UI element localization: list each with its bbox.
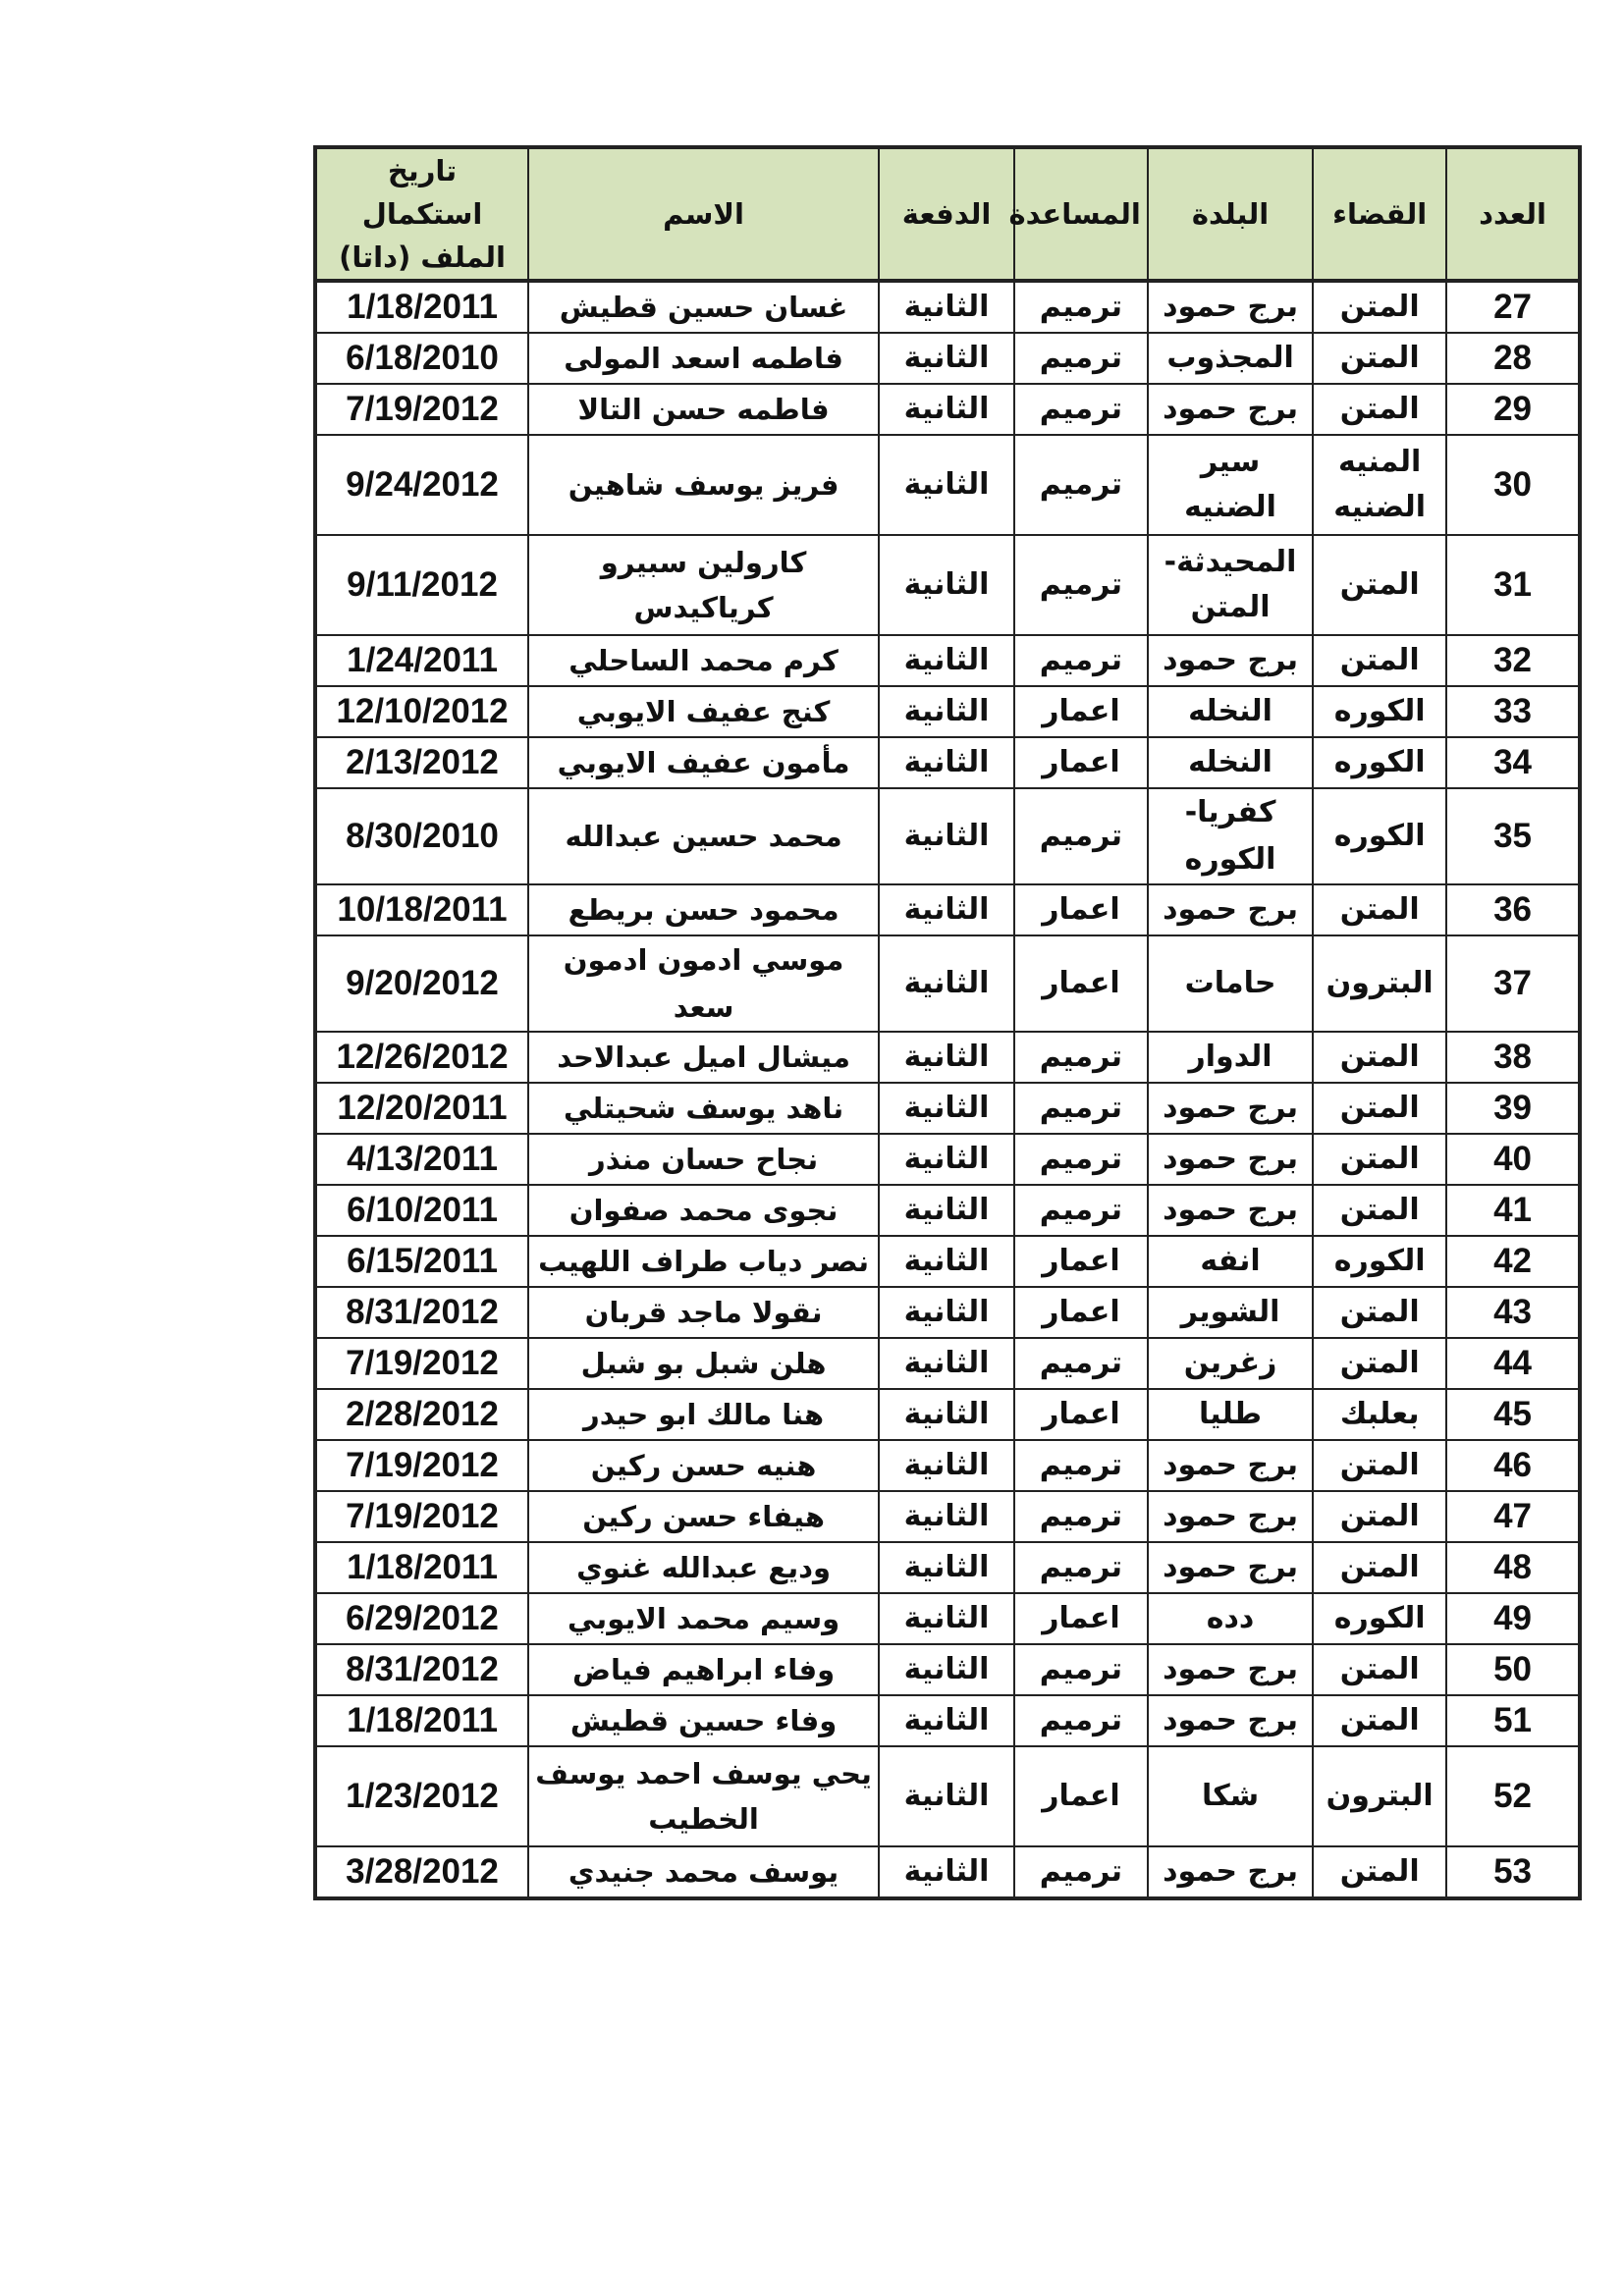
cell-date: 8/31/2012 [315, 1287, 528, 1338]
cell-assistance: اعمار [1014, 935, 1148, 1032]
cell-date: 3/28/2012 [315, 1846, 528, 1898]
cell-batch: الثانية [879, 884, 1014, 935]
cell-district: المتن [1313, 1542, 1446, 1593]
table-row [315, 635, 1580, 686]
header-number: العدد [1446, 147, 1580, 281]
table-row [315, 1846, 1580, 1898]
cell-batch: الثانية [879, 384, 1014, 435]
cell-town: انفه [1148, 1236, 1313, 1287]
cell-number: 52 [1446, 1746, 1580, 1846]
cell-number: 43 [1446, 1287, 1580, 1338]
cell-assistance: اعمار [1014, 884, 1148, 935]
cell-date: 8/31/2012 [315, 1644, 528, 1695]
cell-date: 12/10/2012 [315, 686, 528, 737]
header-assistance: المساعدة [1014, 147, 1148, 281]
cell-date: 2/28/2012 [315, 1389, 528, 1440]
cell-assistance: اعمار [1014, 1593, 1148, 1644]
cell-number: 40 [1446, 1134, 1580, 1185]
table-row [315, 1389, 1580, 1440]
cell-district: المتن [1313, 1287, 1446, 1338]
data-sheet [313, 145, 1582, 1900]
cell-assistance: ترميم [1014, 281, 1148, 333]
cell-town: برج حمود [1148, 1440, 1313, 1491]
cell-assistance: اعمار [1014, 1287, 1148, 1338]
cell-name: محمود حسن بريطع [528, 884, 879, 935]
cell-town: برج حمود [1148, 281, 1313, 333]
header-date: تاريخ استكمال الملف (داتا) [315, 147, 528, 281]
cell-name: وسيم محمد الايوبي [528, 1593, 879, 1644]
cell-number: 31 [1446, 535, 1580, 635]
table-row [315, 1440, 1580, 1491]
cell-batch: الثانية [879, 1032, 1014, 1083]
cell-batch: الثانية [879, 1236, 1014, 1287]
cell-batch: الثانية [879, 535, 1014, 635]
table-row [315, 1491, 1580, 1542]
cell-date: 4/13/2011 [315, 1134, 528, 1185]
cell-district: الكوره [1313, 737, 1446, 788]
cell-batch: الثانية [879, 1338, 1014, 1389]
cell-batch: الثانية [879, 1083, 1014, 1134]
cell-assistance: ترميم [1014, 384, 1148, 435]
cell-assistance: اعمار [1014, 1236, 1148, 1287]
cell-town: النخله [1148, 686, 1313, 737]
cell-town: الشوير [1148, 1287, 1313, 1338]
cell-number: 53 [1446, 1846, 1580, 1898]
cell-name: هيفاء حسن ركين [528, 1491, 879, 1542]
cell-district: المتن [1313, 1846, 1446, 1898]
cell-batch: الثانية [879, 333, 1014, 384]
cell-batch: الثانية [879, 1695, 1014, 1746]
cell-assistance: ترميم [1014, 1542, 1148, 1593]
cell-town: برج حمود [1148, 1542, 1313, 1593]
cell-district: المتن [1313, 1134, 1446, 1185]
cell-batch: الثانية [879, 1389, 1014, 1440]
cell-name: غسان حسين قطيش [528, 281, 879, 333]
cell-batch: الثانية [879, 788, 1014, 884]
table-row [315, 1644, 1580, 1695]
cell-district: المتن [1313, 281, 1446, 333]
table-row [315, 535, 1580, 635]
header-batch: الدفعة [879, 147, 1014, 281]
cell-town: كفريا-الكوره [1148, 788, 1313, 884]
cell-number: 51 [1446, 1695, 1580, 1746]
cell-date: 1/18/2011 [315, 1542, 528, 1593]
cell-number: 33 [1446, 686, 1580, 737]
table-row [315, 1695, 1580, 1746]
cell-batch: الثانية [879, 686, 1014, 737]
cell-batch: الثانية [879, 281, 1014, 333]
header-town: البلدة [1148, 147, 1313, 281]
cell-name: ميشال اميل عبدالاحد [528, 1032, 879, 1083]
cell-assistance: ترميم [1014, 1134, 1148, 1185]
cell-batch: الثانية [879, 1440, 1014, 1491]
cell-name: كارولين سبيرو كرياكيدس [528, 535, 879, 635]
cell-date: 7/19/2012 [315, 1491, 528, 1542]
cell-assistance: ترميم [1014, 1695, 1148, 1746]
cell-date: 2/13/2012 [315, 737, 528, 788]
cell-date: 6/15/2011 [315, 1236, 528, 1287]
cell-assistance: ترميم [1014, 333, 1148, 384]
cell-assistance: ترميم [1014, 1032, 1148, 1083]
cell-district: البترون [1313, 935, 1446, 1032]
cell-assistance: ترميم [1014, 1083, 1148, 1134]
cell-name: فريز يوسف شاهين [528, 435, 879, 535]
cell-name: يوسف محمد جنيدي [528, 1846, 879, 1898]
cell-number: 44 [1446, 1338, 1580, 1389]
table-body [315, 281, 1580, 1898]
cell-name: وديع عبدالله غنوي [528, 1542, 879, 1593]
cell-batch: الثانية [879, 1185, 1014, 1236]
cell-district: الكوره [1313, 1236, 1446, 1287]
cell-number: 45 [1446, 1389, 1580, 1440]
cell-number: 39 [1446, 1083, 1580, 1134]
cell-batch: الثانية [879, 435, 1014, 535]
cell-number: 42 [1446, 1236, 1580, 1287]
table-row [315, 1338, 1580, 1389]
cell-number: 29 [1446, 384, 1580, 435]
cell-name: مأمون عفيف الايوبي [528, 737, 879, 788]
cell-assistance: ترميم [1014, 1846, 1148, 1898]
cell-district: المتن [1313, 333, 1446, 384]
cell-date: 7/19/2012 [315, 384, 528, 435]
cell-name: موسي ادمون ادمون سعد [528, 935, 879, 1032]
cell-district: الكوره [1313, 686, 1446, 737]
cell-date: 10/18/2011 [315, 884, 528, 935]
cell-number: 49 [1446, 1593, 1580, 1644]
cell-batch: الثانية [879, 1134, 1014, 1185]
cell-district: المتن [1313, 884, 1446, 935]
table-row [315, 935, 1580, 1032]
cell-assistance: اعمار [1014, 1746, 1148, 1846]
cell-assistance: ترميم [1014, 1644, 1148, 1695]
cell-date: 9/20/2012 [315, 935, 528, 1032]
cell-town: برج حمود [1148, 384, 1313, 435]
cell-district: المتن [1313, 635, 1446, 686]
cell-town: الدوار [1148, 1032, 1313, 1083]
table-row [315, 737, 1580, 788]
cell-district: المتن [1313, 1644, 1446, 1695]
cell-town: برج حمود [1148, 884, 1313, 935]
cell-number: 34 [1446, 737, 1580, 788]
cell-district: المتن [1313, 1185, 1446, 1236]
cell-number: 46 [1446, 1440, 1580, 1491]
cell-assistance: ترميم [1014, 1185, 1148, 1236]
cell-number: 48 [1446, 1542, 1580, 1593]
cell-name: هنيه حسن ركين [528, 1440, 879, 1491]
cell-number: 27 [1446, 281, 1580, 333]
cell-assistance: ترميم [1014, 435, 1148, 535]
cell-batch: الثانية [879, 1746, 1014, 1846]
cell-batch: الثانية [879, 1593, 1014, 1644]
cell-number: 28 [1446, 333, 1580, 384]
table-row [315, 1287, 1580, 1338]
cell-batch: الثانية [879, 1491, 1014, 1542]
cell-district: المتن [1313, 535, 1446, 635]
cell-town: طليا [1148, 1389, 1313, 1440]
table-row [315, 884, 1580, 935]
table-row [315, 788, 1580, 884]
cell-date: 6/10/2011 [315, 1185, 528, 1236]
cell-name: فاطمه حسن التالا [528, 384, 879, 435]
cell-assistance: ترميم [1014, 535, 1148, 635]
cell-town: برج حمود [1148, 1695, 1313, 1746]
cell-name: نجاح حسان منذر [528, 1134, 879, 1185]
cell-assistance: ترميم [1014, 1440, 1148, 1491]
cell-number: 50 [1446, 1644, 1580, 1695]
cell-number: 47 [1446, 1491, 1580, 1542]
table-row [315, 1134, 1580, 1185]
cell-date: 1/23/2012 [315, 1746, 528, 1846]
cell-name: فاطمه اسعد المولى [528, 333, 879, 384]
cell-district: المتن [1313, 1440, 1446, 1491]
table-header-row [315, 147, 1580, 281]
table-row [315, 281, 1580, 333]
cell-assistance: ترميم [1014, 1338, 1148, 1389]
table-row [315, 686, 1580, 737]
cell-assistance: ترميم [1014, 1491, 1148, 1542]
cell-town: زغرين [1148, 1338, 1313, 1389]
cell-town: برج حمود [1148, 635, 1313, 686]
cell-date: 7/19/2012 [315, 1338, 528, 1389]
cell-name: كرم محمد الساحلي [528, 635, 879, 686]
cell-district: المتن [1313, 1338, 1446, 1389]
cell-date: 9/11/2012 [315, 535, 528, 635]
table-row [315, 384, 1580, 435]
cell-date: 8/30/2010 [315, 788, 528, 884]
table-row [315, 1746, 1580, 1846]
cell-name: هلن شبل بو شبل [528, 1338, 879, 1389]
cell-number: 36 [1446, 884, 1580, 935]
records-table [313, 145, 1582, 1900]
cell-name: محمد حسين عبدالله [528, 788, 879, 884]
cell-town: دده [1148, 1593, 1313, 1644]
cell-town: النخله [1148, 737, 1313, 788]
cell-town: المجذوب [1148, 333, 1313, 384]
table-row [315, 1185, 1580, 1236]
table-row [315, 333, 1580, 384]
table-row [315, 1032, 1580, 1083]
cell-assistance: ترميم [1014, 788, 1148, 884]
cell-town: برج حمود [1148, 1185, 1313, 1236]
cell-name: يحي يوسف احمد يوسف الخطيب [528, 1746, 879, 1846]
cell-name: وفاء ابراهيم فياض [528, 1644, 879, 1695]
table-row [315, 435, 1580, 535]
cell-batch: الثانية [879, 1644, 1014, 1695]
cell-date: 12/20/2011 [315, 1083, 528, 1134]
cell-town: برج حمود [1148, 1083, 1313, 1134]
cell-number: 35 [1446, 788, 1580, 884]
table-row [315, 1593, 1580, 1644]
cell-date: 6/18/2010 [315, 333, 528, 384]
cell-district: المنيه الضنيه [1313, 435, 1446, 535]
cell-number: 32 [1446, 635, 1580, 686]
cell-date: 7/19/2012 [315, 1440, 528, 1491]
cell-batch: الثانية [879, 935, 1014, 1032]
cell-batch: الثانية [879, 1287, 1014, 1338]
cell-date: 6/29/2012 [315, 1593, 528, 1644]
cell-name: نجوى محمد صفوان [528, 1185, 879, 1236]
cell-district: المتن [1313, 1695, 1446, 1746]
cell-town: حامات [1148, 935, 1313, 1032]
cell-date: 12/26/2012 [315, 1032, 528, 1083]
cell-name: كنج عفيف الايوبي [528, 686, 879, 737]
cell-district: المتن [1313, 384, 1446, 435]
cell-number: 37 [1446, 935, 1580, 1032]
cell-name: نقولا ماجد قربان [528, 1287, 879, 1338]
cell-name: ناهد يوسف شحيتلي [528, 1083, 879, 1134]
header-name: الاسم [528, 147, 879, 281]
cell-town: برج حمود [1148, 1134, 1313, 1185]
cell-batch: الثانية [879, 635, 1014, 686]
cell-assistance: اعمار [1014, 686, 1148, 737]
cell-batch: الثانية [879, 737, 1014, 788]
table-row [315, 1083, 1580, 1134]
cell-name: نصر دياب طراف اللهيب [528, 1236, 879, 1287]
cell-district: الكوره [1313, 788, 1446, 884]
cell-name: هنا مالك ابو حيدر [528, 1389, 879, 1440]
cell-district: الكوره [1313, 1593, 1446, 1644]
cell-date: 1/18/2011 [315, 281, 528, 333]
cell-district: المتن [1313, 1491, 1446, 1542]
cell-town: سير الضنيه [1148, 435, 1313, 535]
cell-town: برج حمود [1148, 1491, 1313, 1542]
cell-number: 38 [1446, 1032, 1580, 1083]
cell-assistance: اعمار [1014, 737, 1148, 788]
cell-date: 1/24/2011 [315, 635, 528, 686]
cell-town: المحيدثة-المتن [1148, 535, 1313, 635]
cell-district: البترون [1313, 1746, 1446, 1846]
cell-district: المتن [1313, 1032, 1446, 1083]
cell-district: المتن [1313, 1083, 1446, 1134]
cell-date: 1/18/2011 [315, 1695, 528, 1746]
cell-town: برج حمود [1148, 1644, 1313, 1695]
cell-town: شكا [1148, 1746, 1313, 1846]
cell-batch: الثانية [879, 1542, 1014, 1593]
table-row [315, 1542, 1580, 1593]
cell-district: بعلبك [1313, 1389, 1446, 1440]
cell-assistance: اعمار [1014, 1389, 1148, 1440]
cell-number: 41 [1446, 1185, 1580, 1236]
cell-batch: الثانية [879, 1846, 1014, 1898]
cell-name: وفاء حسين قطيش [528, 1695, 879, 1746]
table-row [315, 1236, 1580, 1287]
cell-number: 30 [1446, 435, 1580, 535]
header-district: القضاء [1313, 147, 1446, 281]
cell-date: 9/24/2012 [315, 435, 528, 535]
cell-town: برج حمود [1148, 1846, 1313, 1898]
cell-assistance: ترميم [1014, 635, 1148, 686]
